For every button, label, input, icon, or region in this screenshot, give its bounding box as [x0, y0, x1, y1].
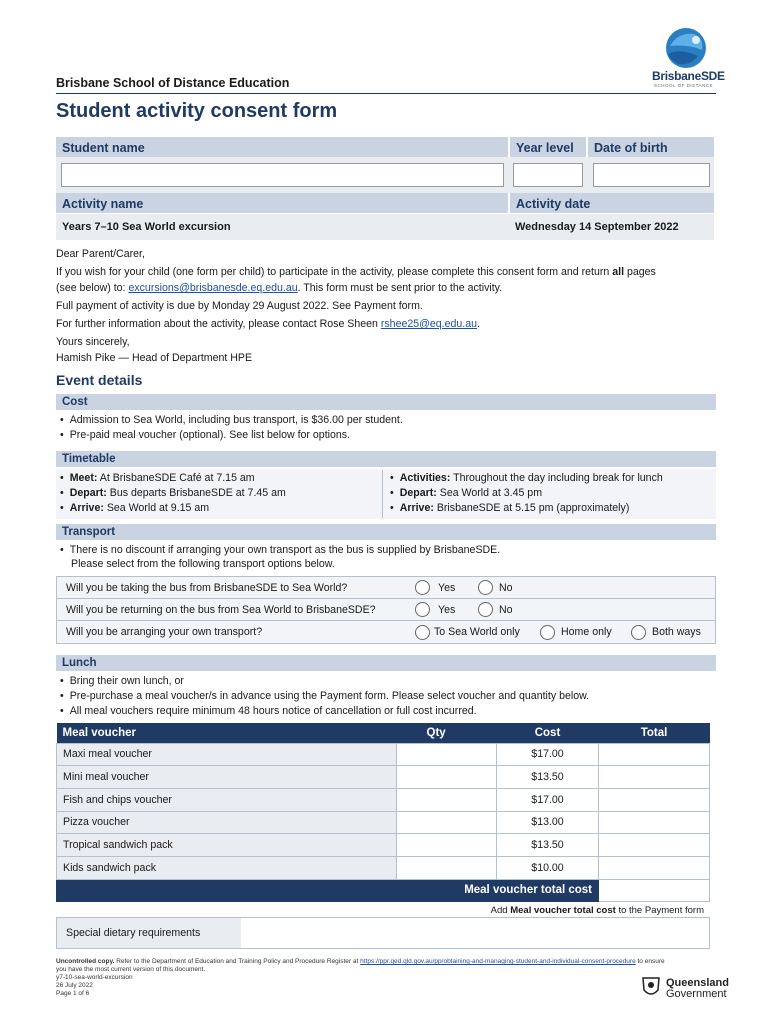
activity-date-value: Wednesday 14 September 2022	[515, 221, 679, 233]
qty-field[interactable]	[397, 856, 497, 879]
activity-name-value: Years 7–10 Sea World excursion	[62, 221, 231, 233]
timetable-item	[60, 486, 380, 501]
both-ways-radio[interactable]	[631, 625, 646, 640]
timetable-divider	[382, 470, 383, 518]
footer-line-1	[56, 958, 716, 966]
total-field[interactable]	[599, 834, 710, 857]
timetable-text: Sea World at 3.45 pm	[436, 487, 543, 499]
no-radio[interactable]	[478, 602, 493, 617]
note-text-2: to the Payment form	[615, 905, 704, 916]
voucher-name: Maxi meal voucher	[57, 743, 397, 766]
total-row	[57, 879, 710, 902]
total-col: Total	[599, 723, 710, 743]
activity-date-header: Activity date	[510, 193, 714, 213]
p1-text-4: . This form must be sent prior to the activity.	[297, 282, 503, 294]
yes-radio[interactable]	[415, 602, 430, 617]
transport-question: Will you be taking the bus from BrisbaneSDE to Sea World?	[66, 581, 348, 594]
footer-text: Refer to the Department of Education and Training Policy and Procedure Register at	[114, 958, 361, 965]
voucher-name: Tropical sandwich pack	[57, 834, 397, 857]
logo-name: BrisbaneSDE	[652, 69, 725, 83]
student-name-header: Student name	[56, 137, 508, 157]
dob-header: Date of birth	[588, 137, 714, 157]
transport-question: Will you be arranging your own transport?	[66, 626, 263, 638]
qty-col: Qty	[397, 723, 497, 743]
letter-paragraph-1	[56, 264, 716, 296]
timetable-item	[390, 501, 715, 516]
excursions-email-link[interactable]: excursions@brisbanesde.eq.edu.au	[128, 282, 298, 294]
meal-voucher-total-label: Meal voucher total cost	[57, 879, 599, 902]
header-divider	[56, 93, 716, 94]
voucher-name: Fish and chips voucher	[57, 788, 397, 811]
total-field[interactable]	[599, 766, 710, 789]
p3-text: For further information about the activity, please contact Rose Sheen	[56, 318, 381, 330]
timetable-label: Arrive:	[399, 502, 434, 514]
table-row	[57, 766, 710, 789]
cost-list	[60, 413, 710, 443]
dietary-row	[56, 917, 710, 949]
no-label: No	[499, 603, 513, 616]
timetable-text: Bus departs BrisbaneSDE at 7.45 am	[106, 487, 286, 499]
dietary-field[interactable]	[241, 918, 709, 948]
policy-link[interactable]: https://ppr.qed.qld.gov.au/pp/obtaining-and-managing-student-and-individual-consent-procedure	[360, 958, 636, 965]
p1-bold: all	[612, 266, 625, 278]
page-title: Student activity consent form	[56, 100, 338, 122]
to-sea-world-radio[interactable]	[415, 625, 430, 640]
qty-field[interactable]	[397, 743, 497, 766]
total-field[interactable]	[599, 788, 710, 811]
timetable-label: Arrive:	[69, 502, 104, 514]
cost-item: • Admission to Sea World, including bus transport, is $36.00 per student.	[60, 413, 710, 428]
meal-voucher-table	[56, 723, 710, 902]
lunch-item: • Bring their own lunch, or	[60, 674, 710, 689]
voucher-cost: $17.00	[497, 743, 599, 766]
timetable-label: Depart:	[69, 487, 107, 499]
meal-voucher-col: Meal voucher	[57, 723, 397, 743]
closing: Yours sincerely,	[56, 336, 130, 348]
letter-paragraph-2: Full payment of activity is due by Monday 29 August 2022. See Payment form.	[56, 300, 423, 312]
signature: Hamish Pike — Head of Department HPE	[56, 352, 253, 364]
total-field[interactable]	[599, 856, 710, 879]
timetable-text: BrisbaneSDE at 5.15 pm (approximately)	[433, 502, 630, 514]
timetable-left-list	[60, 471, 380, 516]
greeting: Dear Parent/Carer,	[56, 248, 145, 260]
voucher-name: Pizza voucher	[57, 811, 397, 834]
qty-field[interactable]	[397, 766, 497, 789]
note-bold: Meal voucher total cost	[510, 905, 616, 916]
timetable-item	[60, 501, 380, 516]
queensland-crest-icon	[640, 974, 662, 1000]
p1-text: If you wish for your child (one form per child) to participate in the activity, please complete this consent form and return	[56, 266, 613, 278]
activity-name-header: Activity name	[56, 193, 508, 213]
footer-doc-id: y7-10-sea-world-excursion	[56, 974, 133, 981]
qty-field[interactable]	[397, 834, 497, 857]
both-ways-label: Both ways	[652, 626, 701, 638]
voucher-cost: $13.00	[497, 811, 599, 834]
transport-row-own	[57, 621, 715, 643]
table-row	[57, 788, 710, 811]
dob-field[interactable]	[593, 163, 710, 187]
meal-voucher-total-field[interactable]	[599, 879, 710, 902]
contact-email-link[interactable]: rshee25@eq.edu.au	[380, 318, 478, 330]
timetable-text: Sea World at 9.15 am	[103, 502, 210, 514]
qld-line-2: Government	[666, 988, 727, 1000]
transport-row-bus-return	[57, 599, 715, 621]
transport-notes	[60, 543, 710, 558]
note-text: Add	[490, 905, 511, 916]
total-field[interactable]	[599, 743, 710, 766]
voucher-cost: $10.00	[497, 856, 599, 879]
table-row	[57, 811, 710, 834]
cost-item: • Pre-paid meal voucher (optional). See list below for options.	[60, 428, 710, 443]
timetable-text: Throughout the day including break for lunch	[450, 472, 663, 484]
table-row	[57, 856, 710, 879]
yes-label: Yes	[438, 581, 456, 594]
qld-line-1: Queensland	[666, 977, 729, 989]
home-only-radio[interactable]	[540, 625, 555, 640]
meal-table-header	[57, 723, 710, 743]
home-only-label: Home only	[561, 626, 612, 638]
table-row	[57, 834, 710, 857]
no-radio[interactable]	[478, 580, 493, 595]
qty-field[interactable]	[397, 788, 497, 811]
voucher-name: Mini meal voucher	[57, 766, 397, 789]
footer	[56, 958, 716, 998]
timetable-item	[60, 471, 380, 486]
footer-date: 26 July 2022	[56, 982, 93, 989]
letter	[56, 246, 716, 366]
dietary-label: Special dietary requirements	[57, 918, 241, 948]
voucher-cost: $13.50	[497, 766, 599, 789]
student-name-field[interactable]	[61, 163, 504, 187]
cost-header: Cost	[56, 394, 716, 410]
total-field[interactable]	[599, 811, 710, 834]
year-level-header: Year level	[510, 137, 586, 157]
table-row	[57, 743, 710, 766]
voucher-cost: $17.00	[497, 788, 599, 811]
qty-field[interactable]	[397, 811, 497, 834]
footer-page: Page 1 of 6	[56, 990, 90, 997]
timetable-label: Meet:	[69, 472, 98, 484]
no-label: No	[499, 581, 513, 594]
footer-bold: Uncontrolled copy.	[56, 958, 115, 965]
cost-col: Cost	[497, 723, 599, 743]
logo-subtitle: SCHOOL OF DISTANCE	[654, 83, 714, 88]
year-level-field[interactable]	[513, 163, 583, 187]
timetable-item	[390, 471, 715, 486]
transport-row-bus-to	[57, 577, 715, 599]
lunch-item: • All meal vouchers require minimum 48 hours notice of cancellation or full cost incurred.	[60, 704, 710, 719]
transport-note-2: Please select from the following transport options below.	[71, 558, 335, 570]
footer-text-2: to ensure	[635, 958, 665, 965]
lunch-item: • Pre-purchase a meal voucher/s in advance using the Payment form. Please select voucher and quantity below.	[60, 689, 710, 704]
transport-question: Will you be returning on the bus from Sea World to BrisbaneSDE?	[66, 603, 376, 616]
lunch-list	[60, 674, 710, 719]
transport-options	[56, 576, 716, 644]
voucher-name: Kids sandwich pack	[57, 856, 397, 879]
footer-line-2: you have the most current version of this document.	[56, 966, 206, 973]
queensland-government-logo	[666, 978, 729, 1000]
timetable-header: Timetable	[56, 451, 716, 467]
timetable-label: Depart:	[399, 487, 437, 499]
voucher-cost: $13.50	[497, 834, 599, 857]
event-details-title: Event details	[56, 372, 143, 388]
yes-radio[interactable]	[415, 580, 430, 595]
timetable-text: At BrisbaneSDE Café at 7.15 am	[97, 472, 255, 484]
lunch-header: Lunch	[56, 655, 716, 671]
p1-text-3: (see below) to:	[56, 282, 129, 294]
p3-text-2: .	[477, 318, 480, 330]
yes-label: Yes	[438, 603, 456, 616]
transport-header: Transport	[56, 524, 716, 540]
to-sea-world-label: To Sea World only	[434, 626, 520, 638]
timetable-right-list	[390, 471, 715, 516]
p1-text-2: pages	[624, 266, 656, 278]
timetable-item	[390, 486, 715, 501]
letter-paragraph-3	[56, 316, 716, 332]
total-note	[420, 905, 704, 916]
school-name: Brisbane School of Distance Education	[56, 76, 290, 90]
timetable-label: Activities:	[399, 472, 451, 484]
transport-note: • There is no discount if arranging your own transport as the bus is supplied by BrisbaneSDE.	[60, 543, 710, 558]
